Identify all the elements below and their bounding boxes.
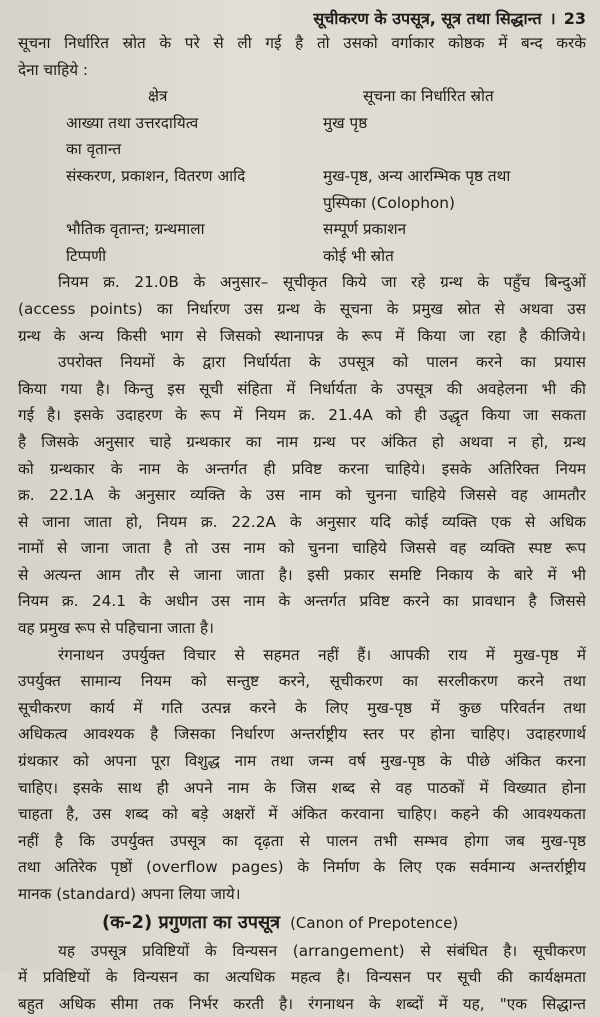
text-line: तथा अतिरेक पृष्ठों (overflow pages) के निर्माण के लिए एक सर्वमान्य अन्तर्राष्ट्रीय [18,858,586,877]
text-line: रंगनाथन उपर्युक्त विचार से सहमत नहीं हैं। आपकी राय में मुख-पृष्ठ में [58,645,586,664]
paragraph-prepotence [18,938,586,1017]
header-separator: । [549,9,556,28]
paragraph-rule-21-0b [18,269,586,349]
text-line: ग्रन्थ के अन्य किसी भाग से जिसको स्थानापन्न के रूप में किया जा रहा है कीजिये। [18,326,586,345]
text-line: में प्रविष्टियों के विन्यसन का अत्यधिक महत्व है। विन्यसन पर सूची की कार्यक्षमता [18,968,586,987]
table-row [18,216,586,243]
text-line: ग्रंथकार को अपना पूरा विशुद्ध नाम तथा जन्म वर्ष मुख-पृष्ठ के पीछे अंकित करना [18,752,586,771]
text-line: नियम क्र. 24.1 के अधीन उस नाम के अन्तर्गत प्रविष्ट करने का प्रावधान है जिससे [18,592,586,611]
text-line: है जिसके अनुसार चाहे ग्रन्थकार का नाम ग्रन्थ पर अंकित हो अथवा न हो, ग्रन्थ [18,432,586,451]
chapter-title: सूचीकरण के उपसूत्र, सूत्र तथा सिद्धान्त [313,9,542,28]
section-heading [18,908,586,938]
table-row [18,163,586,190]
table-row [18,110,586,137]
table-cell: मुख-पृष्ठ, अन्य आरम्भिक पृष्ठ तथा [323,166,511,185]
table-cell: आख्या तथा उत्तरदायित्व [66,113,199,132]
text-line: चाहिए। इसके साथ ही अपने नाम के जिस शब्द से वह पाठकों में विख्यात होना [18,778,586,797]
running-header [18,8,586,30]
section-heading-english: (Canon of Prepotence) [290,913,459,932]
section-heading-hindi: (क-2) प्रगुणता का उपसूत्र [102,911,281,933]
table-row [18,190,586,217]
paragraph-determinability [18,349,586,642]
text-line: यह उपसूत्र प्रविष्टियों के विन्यसन (arrangement) से संबंधित है। सूचीकरण [58,941,586,960]
text-line: वह प्रमुख रूप से पहिचाना जाता है। [18,619,214,638]
text-line: क्र. 22.1A के अनुसार व्यक्ति के उस नाम को चुनना चाहिये जिससे वह आमतौर [18,486,586,505]
table-header-row [18,83,586,110]
text-line: को ग्रन्थकार के नाम के अन्तर्गत ही प्रविष्ट करना चाहिये। इसके अतिरिक्त नियम [18,459,586,478]
table-header-source: सूचना का निर्धारित स्रोत [363,87,494,106]
text-line: से अत्यन्त आम तौर से जाना जाता है। इसी प्रकार समष्टि निकाय के बारे में भी [18,565,586,584]
text-line: उपर्युक्त सामान्य नियम को सन्तुष्ट करने, सूचीकरण का सरलीकरण करने तथा [18,672,586,691]
text-line: मानक (standard) अपना लिया जाये। [18,885,241,903]
page-number: 23 [563,9,586,28]
table-cell: कोई भी स्रोत [323,246,394,265]
text-line: बहुत अधिक सीमा तक निर्भर करती है। रंगनाथन के शब्दों में यह, "एक सिद्धान्त [18,994,586,1013]
paragraph-ranganathan [18,642,586,908]
table-cell: टिप्पणी [66,246,107,265]
text-line: नहीं है कि उपर्युक्त उपसूत्र का दृढ़ता से पालन तभी सम्भव होगा जब मुख-पृष्ठ [18,831,586,850]
source-table [18,83,586,269]
text-line: सूचीकरण कार्य में गति उत्पन्न करने के लिए मुख-पृष्ठ में कुछ परिवर्तन तथा [18,698,586,717]
text-line: नियम क्र. 21.0B के अनुसार– सूचीकृत किये जा रहे ग्रन्थ के पहुँच बिन्दुओं [58,273,586,292]
table-cell: पुस्पिका (Colophon) [323,193,455,212]
text-line: अधिकत्व आवश्यक है जिसका निर्धारण अन्तर्राष्ट्रीय स्तर पर होना चाहिए। उदाहरणार्थ [18,725,586,744]
table-cell: मुख पृष्ठ [323,113,368,132]
text-line: गई है। इसके उदाहरण के रूप में नियम क्र. 21.4A को ही उद्धृत किया जा सकता [18,406,586,425]
table-cell: सम्पूर्ण प्रकाशन [323,220,407,239]
table-row [18,243,586,270]
text-line: उपरोक्त नियमों के द्वारा निर्धार्यता के उपसूत्र को पालन करने का प्रयास [58,353,586,372]
text-line: किया गया है। किन्तु इस सूची संहिता में निर्धार्यता के उपसूत्र की अवहेलना भी की [18,379,586,398]
table-cell: संस्करण, प्रकाशन, वितरण आदि [66,166,246,185]
text-line: देना चाहिये : [18,60,89,79]
text-line: चाहता है, उस शब्द को बड़े अक्षरों में अंकित करवाना चाहिए। कहने की आवश्यकता [18,805,586,824]
table-cell [323,136,586,163]
table-cell [18,190,323,217]
table-header-area: क्षेत्र [148,87,168,106]
table-cell: भौतिक वृतान्त; ग्रन्थमाला [66,220,205,239]
text-line: (access points) का निर्धारण उस ग्रन्थ के सूचना के प्रमुख स्रोत से अथवा उस [18,299,586,318]
text-line: नामों से जाना जाता है तो उस नाम को चुनना चाहिये जिससे वह व्यक्ति स्पष्ट रूप [18,539,586,558]
table-row [18,136,586,163]
text-line: से जाना जाता हो, नियम क्र. 22.2A के अनुसार यदि कोई व्यक्ति एक से अधिक [18,512,586,531]
text-line: सूचना निर्धारित स्रोत के परे से ली गई है तो उसको वर्गाकार कोष्ठक में बन्द करके [18,34,586,52]
table-cell: का वृतान्त [66,140,122,159]
